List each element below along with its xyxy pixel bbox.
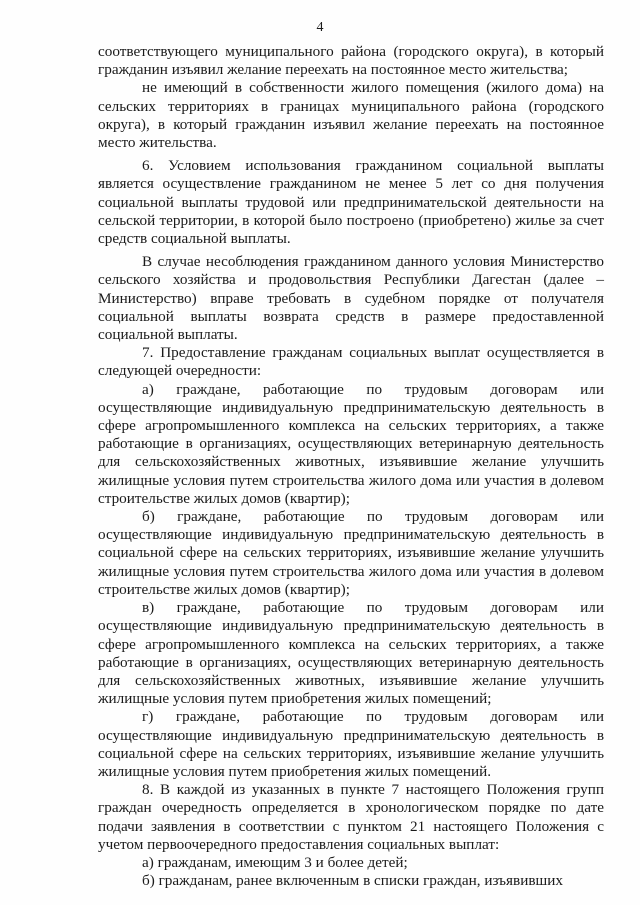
page-number: 4 (316, 20, 324, 35)
paragraph: в) граждане, работающие по трудовым договорам или осуществляющие индивидуальную предпринимательскую деятельность в сфере агропромышленного комплекса на сельских территориях, а также работающие в организациях, осуществляющих ветеринарную деятельность для сельскохозяйственных животных, изъявившие желание улучшить жилищные условия путем приобретения жилых помещений; (98, 599, 604, 708)
paragraph: 6. Условием использования гражданином социальной выплаты является осуществление гражданином не менее 5 лет со дня получения социальной выплаты трудовой или предпринимательской деятельности на сельской территории, в которой было построено (приобретено) жилье за счет средств социальной выплаты. (98, 157, 604, 248)
paragraph: а) граждане, работающие по трудовым договорам или осуществляющие индивидуальную предпринимательскую деятельность в сфере агропромышленного комплекса на сельских территориях, а также работающие в организациях, осуществляющих ветеринарную деятельность для сельскохозяйственных животных, изъявившие желание улучшить жилищные условия путем строительства жилого дома или участия в долевом строительстве жилых домов (квартир); (98, 380, 604, 507)
paragraph: соответствующего муниципального района (городского округа), в который гражданин изъявил желание переехать на постоянное место жительства; (98, 43, 604, 79)
paragraph: б) граждане, работающие по трудовым договорам или осуществляющие индивидуальную предпринимательскую деятельность в социальной сфере на сельских территориях, изъявившие желание улучшить жилищные условия путем строительства жилого дома или участия в долевом строительстве жилых домов (квартир); (98, 508, 604, 598)
paragraph: не имеющий в собственности жилого помещения (жилого дома) на сельских территориях в границах муниципального района (городского округа), в который гражданин изъявил желание переехать на постоянное место жительства. (98, 79, 604, 152)
paragraph: г) граждане, работающие по трудовым договорам или осуществляющие индивидуальную предпринимательскую деятельность в социальной сфере на сельских территориях, изъявившие желание улучшить жилищные условия путем приобретения жилых помещений. (98, 708, 604, 780)
paragraph: 7. Предоставление гражданам социальных выплат осуществляется в следующей очередности: (98, 344, 604, 380)
paragraph: В случае несоблюдения гражданином данного условия Министерство сельского хозяйства и продовольствия Республики Дагестан (далее – Министерство) вправе требовать в судебном порядке от получателя социальной выплаты возврата средств в размере предоставленной социальной выплаты. (98, 253, 604, 344)
document-body (98, 43, 604, 890)
paragraph: а) гражданам, имеющим 3 и более детей; (142, 853, 408, 871)
paragraph: б) гражданам, ранее включенным в списки граждан, изъявивших (142, 872, 563, 890)
paragraph: 8. В каждой из указанных в пункте 7 настоящего Положения групп граждан очередность определяется в хронологическом порядке по дате подачи заявления в соответствии с пунктом 21 настоящего Положения с учетом первоочередного предоставления социальных выплат: (98, 781, 604, 853)
